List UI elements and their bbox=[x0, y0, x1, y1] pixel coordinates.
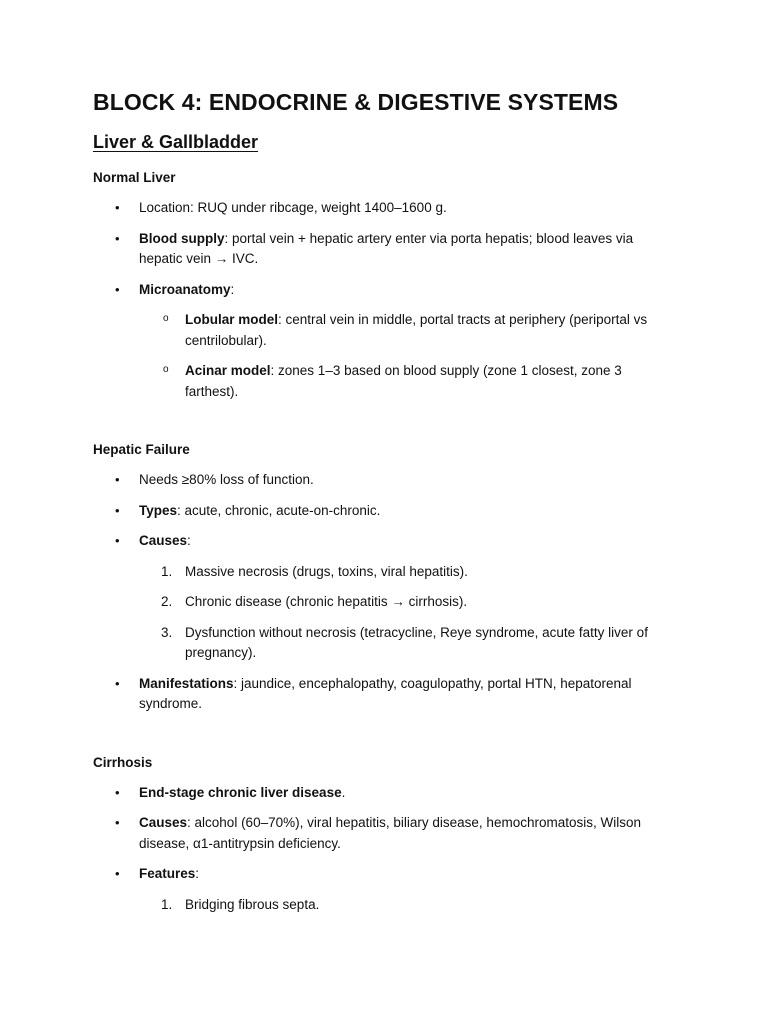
numbered-item bbox=[139, 895, 673, 916]
normal-liver-list bbox=[93, 198, 673, 402]
list-item bbox=[93, 280, 673, 403]
subheading-hepatic-failure: Hepatic Failure bbox=[93, 442, 190, 457]
sublist-item bbox=[139, 361, 673, 402]
causes-numbered-list bbox=[93, 562, 673, 664]
list-item-text: : jaundice, encephalopathy, coagulopathy, portal HTN, hepatorenal syndrome. bbox=[139, 675, 632, 711]
list-item-text: . bbox=[341, 784, 346, 800]
document-page bbox=[93, 86, 673, 915]
list-item-label: Lobular model bbox=[185, 312, 279, 327]
microanatomy-sublist bbox=[93, 310, 673, 402]
item-number: 1. bbox=[161, 896, 173, 912]
list-item-text: : portal vein + hepatic artery enter via porta hepatis; blood leaves via hepatic vein → IVC. bbox=[139, 230, 634, 266]
list-item bbox=[93, 501, 673, 522]
list-item-text: : bbox=[230, 281, 235, 297]
list-item-text: : zones 1–3 based on blood supply (zone 1 closest, zone 3 farthest). bbox=[185, 363, 622, 399]
list-item-text: Massive necrosis (drugs, toxins, viral hepatitis). bbox=[185, 563, 468, 579]
list-item bbox=[93, 470, 673, 491]
item-number: 3. bbox=[161, 624, 173, 640]
list-item bbox=[93, 813, 673, 854]
list-item-text: : acute, chronic, acute-on-chronic. bbox=[177, 502, 381, 518]
list-item-label: Acinar model bbox=[185, 363, 271, 378]
list-item-label: Causes bbox=[139, 815, 188, 830]
numbered-item bbox=[139, 592, 673, 613]
hepatic-failure-list bbox=[93, 470, 673, 715]
item-number: 1. bbox=[161, 563, 173, 579]
document-title: BLOCK 4: ENDOCRINE & DIGESTIVE SYSTEMS bbox=[93, 89, 619, 115]
list-item-label: Microanatomy bbox=[139, 281, 231, 297]
numbered-item bbox=[139, 623, 673, 664]
sublist-item bbox=[139, 310, 673, 351]
list-item-text: Bridging fibrous septa. bbox=[185, 896, 320, 912]
list-item-text: : bbox=[187, 533, 191, 548]
list-item-text: : alcohol (60–70%), viral hepatitis, biliary disease, hemochromatosis, Wilson disease, α1-antitrypsin deficiency. bbox=[139, 815, 641, 851]
list-item bbox=[93, 229, 673, 270]
cirrhosis-list bbox=[93, 783, 673, 916]
list-item bbox=[93, 531, 673, 664]
list-item-label: Manifestations bbox=[139, 675, 234, 691]
list-item-text: : bbox=[195, 866, 200, 881]
list-item-text: Needs ≥80% loss of function. bbox=[139, 472, 314, 487]
subheading-normal-liver: Normal Liver bbox=[93, 170, 176, 185]
list-item bbox=[93, 864, 673, 915]
list-item-label: Features bbox=[139, 866, 196, 881]
numbered-item bbox=[139, 562, 673, 583]
list-item bbox=[93, 674, 673, 715]
list-item-text: Dysfunction without necrosis (tetracycline, Reye syndrome, acute fatty liver of pregnancy). bbox=[185, 624, 648, 660]
item-number: 2. bbox=[161, 594, 173, 609]
list-item bbox=[93, 198, 673, 219]
list-item-label: Blood supply bbox=[139, 230, 225, 246]
list-item bbox=[93, 783, 673, 804]
features-numbered-list bbox=[93, 895, 673, 916]
list-item-text: Location: RUQ under ribcage, weight 1400–1600 g. bbox=[139, 200, 447, 215]
list-item-label: Types bbox=[139, 502, 178, 518]
subheading-cirrhosis: Cirrhosis bbox=[93, 754, 153, 770]
section-heading: Liver & Gallbladder bbox=[93, 132, 259, 152]
list-item-label: End-stage chronic liver disease bbox=[139, 784, 342, 800]
list-item-text: Chronic disease (chronic hepatitis → cirrhosis). bbox=[185, 594, 468, 609]
list-item-text: : central vein in middle, portal tracts at periphery (periportal vs centrilobular). bbox=[185, 312, 648, 348]
list-item-label: Causes bbox=[139, 533, 188, 548]
